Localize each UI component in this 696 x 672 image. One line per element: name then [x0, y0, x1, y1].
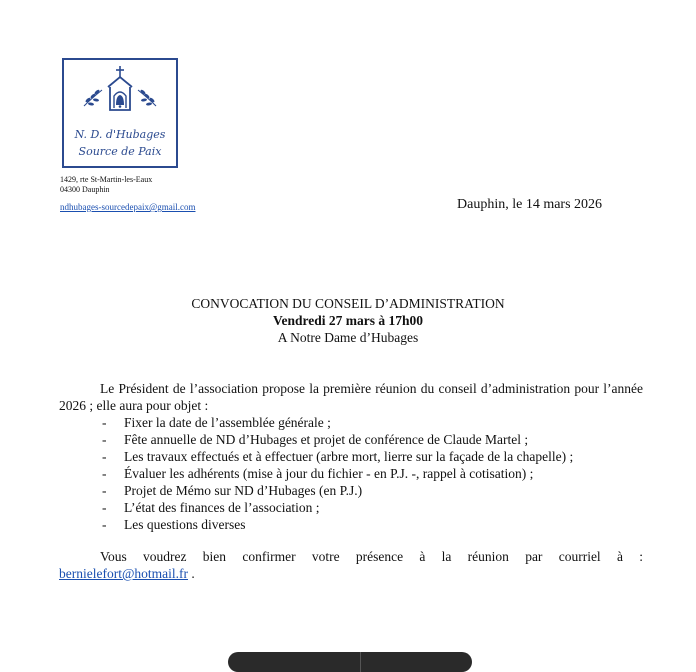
- bullet-dash: -: [102, 432, 107, 447]
- sender-address-line2: 04300 Dauphin: [60, 185, 110, 194]
- agenda-item: [60, 482, 573, 499]
- sender-email-link[interactable]: ndhubages-sourcedepaix@gmail.com: [60, 202, 196, 212]
- bullet-dash: -: [102, 517, 107, 532]
- logo-motto-text: Source de Paix: [78, 145, 162, 158]
- intro-paragraph: Le Président de l’association propose la première réunion du conseil d’administration pour l’année 2026 ; elle aura pour objet :: [59, 381, 643, 413]
- contact-email-link[interactable]: bernielefort@hotmail.fr: [59, 566, 189, 581]
- closing-paragraph: [59, 548, 643, 582]
- agenda-item-text: Fête annuelle de ND d’Hubages et projet de conférence de Claude Martel ;: [124, 432, 529, 447]
- viewer-toolbar[interactable]: [228, 652, 472, 672]
- agenda-item: [60, 431, 573, 448]
- bullet-dash: -: [102, 500, 107, 515]
- agenda-item-text: Les travaux effectués et à effectuer (arbre mort, lierre sur la façade de la chapelle) ;: [124, 449, 574, 464]
- bullet-dash: -: [102, 415, 107, 430]
- agenda-item: [60, 499, 573, 516]
- agenda-item-text: Évaluer les adhérents (mise à jour du fichier - en P.J. -, rappel à cotisation) ;: [124, 466, 534, 481]
- bullet-dash: -: [102, 449, 107, 464]
- logo-name-text: N. D. d'Hubages: [74, 128, 166, 141]
- meeting-place: A Notre Dame d’Hubages: [277, 330, 419, 345]
- agenda-item-text: Fixer la date de l’assemblée générale ;: [124, 415, 331, 430]
- toolbar-divider: [360, 652, 361, 672]
- agenda-item: [60, 465, 573, 482]
- association-logo: [62, 58, 178, 168]
- agenda-item-text: Les questions diverses: [124, 517, 246, 532]
- agenda-item: [60, 448, 573, 465]
- agenda-item: [60, 516, 573, 533]
- agenda-list: [60, 414, 573, 533]
- agenda-item-text: Projet de Mémo sur ND d’Hubages (en P.J.): [124, 483, 363, 498]
- closing-end: .: [188, 566, 195, 581]
- document-title: CONVOCATION DU CONSEIL D’ADMINISTRATION: [191, 296, 505, 311]
- bullet-dash: -: [102, 466, 107, 481]
- letter-date: Dauphin, le 14 mars 2026: [457, 197, 603, 212]
- agenda-item: [60, 414, 573, 431]
- agenda-item-text: L’état des finances de l’association ;: [124, 500, 320, 515]
- sender-address-line1: 1429, rte St-Martin-les-Eaux: [60, 175, 153, 184]
- closing-text: Vous voudrez bien confirmer votre présence à la réunion par courriel à :: [100, 549, 643, 564]
- meeting-date-time: Vendredi 27 mars à 17h00: [272, 313, 424, 328]
- bullet-dash: -: [102, 483, 107, 498]
